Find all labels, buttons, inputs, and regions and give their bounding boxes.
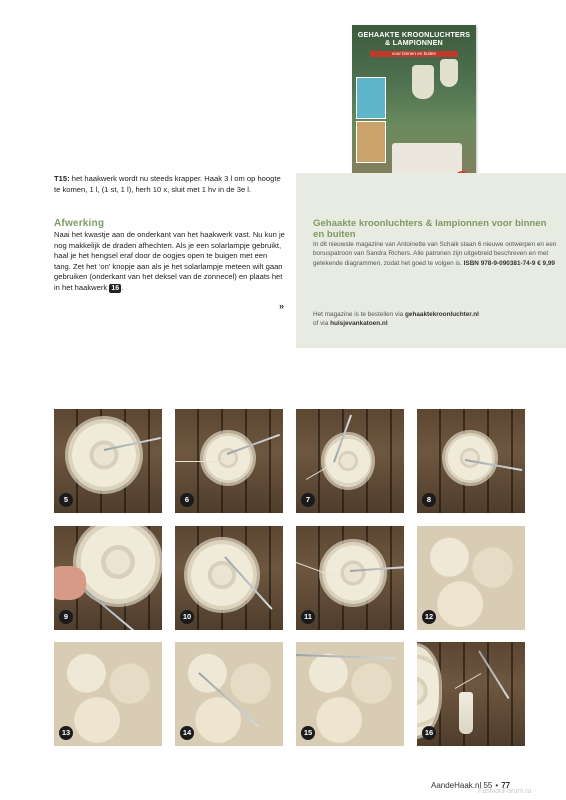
crochet-hook: [198, 672, 259, 727]
crochet-hook: [296, 654, 396, 659]
crochet-piece: [68, 419, 140, 491]
watermark: FashionForum.ru: [478, 788, 532, 795]
promo-price: € 9,99: [537, 259, 555, 267]
promo-description: In dit nieuwste magazine van Antoinette van Schaik staan 6 nieuwe ontwerpen en een bonuspatroon van Sandra Richers. Alle patronen zijn uitgebreid beschreven en met getekende diagrammen, zodat het goed te volgen is.: [313, 241, 557, 267]
cover-hanging-lamp: [412, 65, 434, 99]
step-ref-badge: 16: [111, 284, 120, 292]
tassel: [459, 692, 473, 734]
cover-title: GEHAAKTE KROONLUCHTERS & LAMPIONNEN: [357, 30, 471, 47]
step-photo-11: [296, 526, 404, 630]
step-photo-16: [417, 642, 525, 746]
promo-link-gehaaktekroonluchter[interactable]: gehaaktekroonluchter.nl: [405, 311, 479, 318]
crochet-piece: [417, 646, 439, 736]
crochet-piece: [322, 542, 384, 604]
step-photo-6: [175, 409, 283, 513]
crochet-piece: [324, 435, 372, 487]
cover-subtitle: voor binnen en buiten: [370, 51, 458, 57]
cover-inset-photo-chandelier: [356, 121, 386, 163]
t15-label: T15:: [54, 174, 70, 183]
footer-separator: •: [495, 781, 499, 790]
afwerking-body: Naai het kwastje aan de onderkant van het haakwerk vast. Nu kun je nog makkelijk de draden afhechten. Als je een solarlampje gebruikt, haal je het hengsel eraf door de oogjes open te buigen met een tang. Zet het ‘on’ knopje aan als je het solarlampje meteen wilt gaan gebruiken (onderkant van het deksel van de zonnecel) en plaats het in het haakwerk: [54, 230, 285, 292]
step-number-badge: 14: [180, 726, 194, 740]
afwerking-text: [54, 230, 286, 294]
promo-text: [313, 240, 561, 268]
step-photo-10: [175, 526, 283, 630]
step-number-badge: 11: [301, 610, 315, 624]
cover-hanging-lamp: [440, 59, 458, 87]
step-number-badge: 9: [59, 610, 73, 624]
step-number-badge: 16: [422, 726, 436, 740]
cover-inset-photo-blue-lamp: [356, 77, 386, 119]
yarn-strand: [455, 673, 481, 689]
step-number-badge: 12: [422, 610, 436, 624]
step-number-badge: 8: [422, 493, 436, 507]
cover-garden-chair: [392, 143, 462, 177]
step-photo-13: [54, 642, 162, 746]
step-photo-7: [296, 409, 404, 513]
yarn-strand: [175, 461, 225, 462]
step-photo-5: [54, 409, 162, 513]
promo-order: [313, 310, 561, 329]
section-title-afwerking: Afwerking: [54, 218, 105, 229]
step-photo-14: [175, 642, 283, 746]
step-photo-15: [296, 642, 404, 746]
crochet-piece: [445, 433, 495, 483]
promo-isbn: ISBN 978-9-090381-74-9: [463, 259, 536, 267]
step-t15: [54, 174, 286, 195]
crochet-piece: [187, 540, 257, 610]
hand: [54, 566, 86, 600]
step-number-badge: 6: [180, 493, 194, 507]
crochet-hook: [478, 650, 509, 699]
step-number-badge: 7: [301, 493, 315, 507]
step-photo-12: [417, 526, 525, 630]
step-number-badge: 13: [59, 726, 73, 740]
step-photo-9: [54, 526, 162, 630]
step-number-badge: 15: [301, 726, 315, 740]
page-number: 77: [501, 781, 511, 790]
footer-site: AandeHaak.nl 55: [431, 781, 493, 790]
t15-text: het haakwerk wordt nu steeds krapper. Haak 3 l om op hoogte te komen, 1 l, (1 st, 1 l), herh 10 x, sluit met 1 hv in de 3e l.: [54, 174, 281, 194]
promo-title: Gehaakte kroonluchters & lampionnen voor binnen en buiten: [313, 218, 547, 240]
promo-link-huisjevankatoen[interactable]: huisjevankatoen.nl: [330, 320, 388, 328]
crochet-piece: [203, 433, 253, 483]
promo-order-prefix: Het magazine is te bestellen via: [313, 311, 404, 318]
step-photo-8: [417, 409, 525, 513]
promo-order-mid: of via: [313, 320, 329, 328]
step-number-badge: 10: [180, 610, 194, 624]
magazine-cover: [352, 25, 476, 194]
step-number-badge: 5: [59, 493, 73, 507]
continue-chevron-icon: »: [279, 301, 285, 311]
afwerking-end: .: [121, 282, 124, 292]
